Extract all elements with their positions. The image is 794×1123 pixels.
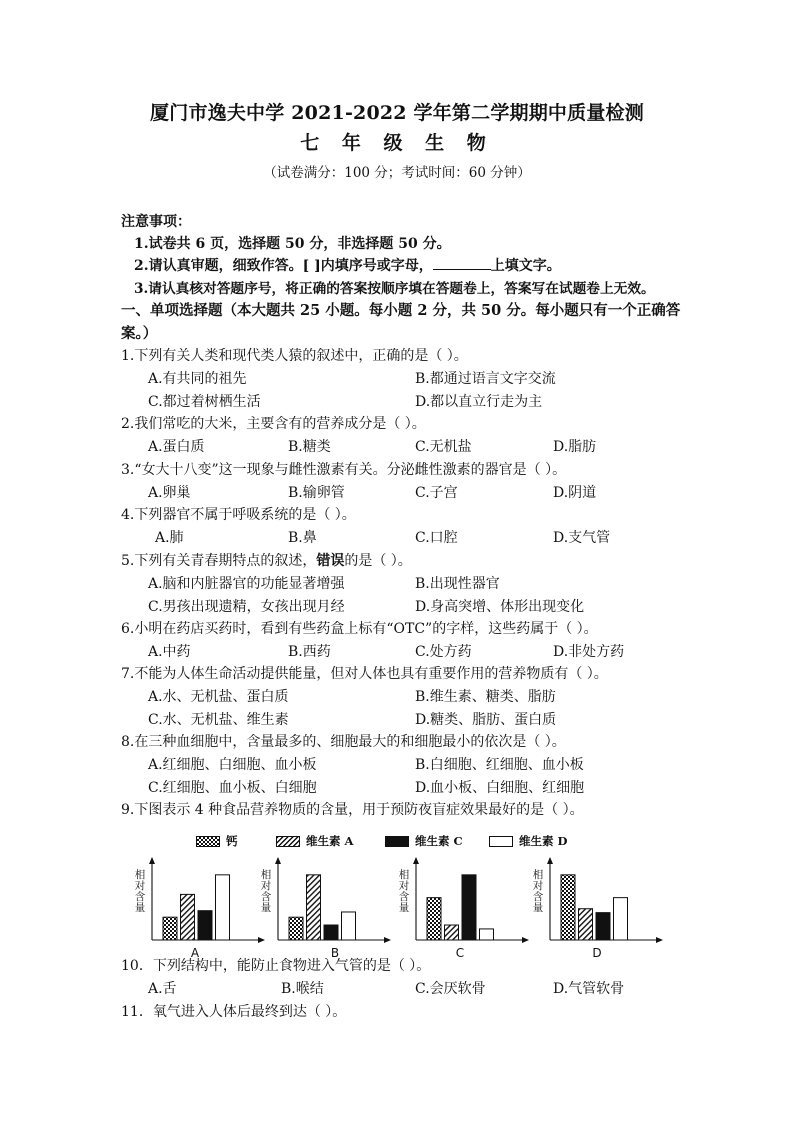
axis-arrow-right-icon (384, 937, 391, 943)
chart-y-label-char: 量 (532, 902, 544, 914)
bar-B-vitamin-c (324, 925, 338, 940)
q1-option-c: C.都过着树栖生活 (148, 394, 261, 410)
axis-arrow-right-icon (522, 937, 529, 943)
q8-option-c: C.红细胞、血小板、白细胞 (148, 780, 317, 796)
chart-y-label-char: 含 (260, 891, 272, 903)
q5-stem-emphasis: 错误 (316, 553, 345, 569)
axis-arrow-up-icon (275, 857, 281, 864)
q7-option-a: A.水、无机盐、蛋白质 (148, 689, 289, 705)
chart-y-label-char: 相 (532, 869, 544, 881)
note-1: 1.试卷共 6 页，选择题 50 分，非选择题 50 分。 (134, 236, 451, 252)
exam-meta: （试卷满分：100 分；考试时间：60 分钟） (263, 165, 531, 181)
chart-group-label-A: A (190, 946, 200, 960)
bar-D-calcium (561, 875, 575, 940)
q6-option-a: A.中药 (148, 644, 191, 660)
q8-option-a: A.红细胞、白细胞、血小板 (148, 757, 317, 773)
q7-option-c: C.水、无机盐、维生素 (148, 712, 289, 728)
q5-option-b: B.出现性器官 (415, 576, 500, 592)
bar-C-vitamin-a (445, 925, 459, 940)
chart-y-label-char: 量 (398, 902, 410, 914)
q10-option-c: C.会厌软骨 (415, 981, 486, 997)
axis-arrow-up-icon (547, 857, 553, 864)
question-2-stem: 2.我们常吃的大米，主要含有的营养成分是（ ）。 (121, 416, 426, 432)
q4-option-a: A.肺 (155, 530, 184, 546)
note-3: 3.请认真核对答题序号，将正确的答案按顺序填在答题卷上，答案写在试题卷上无效。 (134, 281, 655, 297)
exam-subject: 七 年 级 生 物 (300, 132, 494, 154)
chart-y-label-char: 相 (134, 869, 146, 881)
q6-option-d: D.非处方药 (553, 644, 625, 660)
q3-option-c: C.子宫 (415, 485, 458, 501)
legend-label: 维生素 C (415, 834, 463, 848)
q2-option-c: C.无机盐 (415, 439, 472, 455)
q1-option-b: B.都通过语言文字交流 (415, 371, 556, 387)
note-2-tail: 上填文字。 (490, 258, 561, 274)
axis-arrow-right-icon (258, 937, 265, 943)
axis-arrow-up-icon (413, 857, 419, 864)
chart-y-label-char: 含 (398, 891, 410, 903)
bar-D-vitamin-a (579, 909, 593, 940)
bar-C-vitamin-d (480, 929, 494, 940)
chart-group-label-B: B (330, 946, 340, 960)
question-10-stem: 10．下列结构中，能防止食物进入气管的是（ ）。 (121, 958, 431, 974)
question-4-stem: 4.下列器官不属于呼吸系统的是（ ）。 (121, 507, 356, 523)
notes-heading: 注意事项： (121, 214, 191, 230)
exam-title: 厦门市逸夫中学 2021-2022 学年第二学期期中质量检测 (150, 102, 644, 124)
bar-A-vitamin-d (216, 875, 230, 940)
q4-option-c: C.口腔 (415, 530, 458, 546)
q4-option-b: B.鼻 (288, 530, 317, 546)
bar-A-vitamin-a (181, 894, 195, 940)
question-11-stem: 11．氧气进入人体后最终到达（ ）。 (121, 1004, 347, 1020)
legend-label: 维生素 A (306, 834, 354, 848)
bar-C-calcium (427, 898, 441, 940)
q10-option-a: A.舌 (148, 981, 177, 997)
q8-option-b: B.白细胞、红细胞、血小板 (415, 757, 584, 773)
bar-B-vitamin-d (342, 912, 356, 940)
q7-option-d: D.糖类、脂肪、蛋白质 (415, 712, 557, 728)
question-6-stem: 6.小明在药店买药时，看到有些药盒上标有“OTC”的字样，这些药属于（ ）。 (121, 621, 598, 637)
note-2-text: 2.请认真审题，细致作答。[ ]内填序号或字母， (134, 258, 433, 274)
q2-option-d: D.脂肪 (553, 439, 597, 455)
chart-y-label-char: 对 (532, 880, 544, 892)
legend-label: 维生素 D (519, 834, 568, 848)
q6-option-b: B.西药 (288, 644, 331, 660)
section-title: 一、单项选择题（本大题共 25 小题。每小题 2 分，共 50 分。每小题只有一个正确答 (121, 302, 681, 319)
bar-D-vitamin-d (614, 898, 628, 940)
section-title-cont: 案。） (121, 325, 158, 342)
chart-y-label-char: 相 (260, 869, 272, 881)
bar-C-vitamin-c (462, 875, 476, 940)
legend-label: 钙 (226, 834, 238, 848)
bar-B-calcium (289, 917, 303, 940)
q1-option-d: D.都以直立行走为主 (415, 394, 543, 410)
q10-option-d: D.气管软骨 (553, 981, 625, 997)
bar-D-vitamin-c (596, 913, 610, 940)
chart-y-label-char: 量 (260, 902, 272, 914)
chart-y-label-char: 相 (398, 869, 410, 881)
q5-stem-pre: 5.下列有关青春期特点的叙述， (121, 553, 317, 569)
question-9-stem: 9.下图表示 4 种食品营养物质的含量，用于预防夜盲症效果最好的是（ ）。 (121, 802, 584, 818)
chart-group-label-D: D (592, 946, 602, 960)
q3-option-b: B.输卵管 (288, 485, 345, 501)
q5-option-a: A.脑和内脏器官的功能显著增强 (148, 576, 345, 592)
bar-A-calcium (163, 917, 177, 940)
bar-B-vitamin-a (307, 875, 321, 940)
q6-option-c: C.处方药 (415, 644, 472, 660)
q10-option-b: B.喉结 (281, 981, 324, 997)
q5-option-c: C.男孩出现遗精，女孩出现月经 (148, 599, 345, 615)
q2-option-b: B.糖类 (288, 439, 331, 455)
q3-option-a: A.卵巢 (148, 485, 191, 501)
question-7-stem: 7.不能为人体生命活动提供能量，但对人体也具有重要作用的营养物质有（ ）。 (121, 666, 608, 682)
question-3-stem: 3.“女大十八变”这一现象与雌性激素有关。分泌雌性激素的器官是（ ）。 (121, 462, 567, 478)
q5-stem-post: 的是（ ）。 (344, 553, 412, 569)
q1-option-a: A.有共同的祖先 (148, 371, 247, 387)
chart-y-label-char: 对 (134, 880, 146, 892)
chart-y-label-char: 对 (398, 880, 410, 892)
chart-y-label-char: 对 (260, 880, 272, 892)
chart-y-label-char: 含 (532, 891, 544, 903)
q2-option-a: A.蛋白质 (148, 439, 205, 455)
q4-option-d: D.支气管 (553, 530, 611, 546)
q7-option-b: B.维生素、糖类、脂肪 (415, 689, 556, 705)
q3-option-d: D.阴道 (553, 485, 597, 501)
chart-y-label-char: 量 (134, 902, 146, 914)
axis-arrow-right-icon (656, 937, 663, 943)
axis-arrow-up-icon (149, 857, 155, 864)
q8-option-d: D.血小板、白细胞、红细胞 (415, 780, 585, 796)
chart-group-label-C: C (455, 946, 465, 960)
question-8-stem: 8.在三种血细胞中，含量最多的、细胞最大的和细胞最小的依次是（ ）。 (121, 734, 566, 750)
chart-y-label-char: 含 (134, 891, 146, 903)
q5-option-d: D.身高突增、体形出现变化 (415, 599, 585, 615)
bar-A-vitamin-c (198, 911, 212, 940)
question-1-stem: 1.下列有关人类和现代类人猿的叙述中，正确的是（ ）。 (121, 348, 468, 364)
